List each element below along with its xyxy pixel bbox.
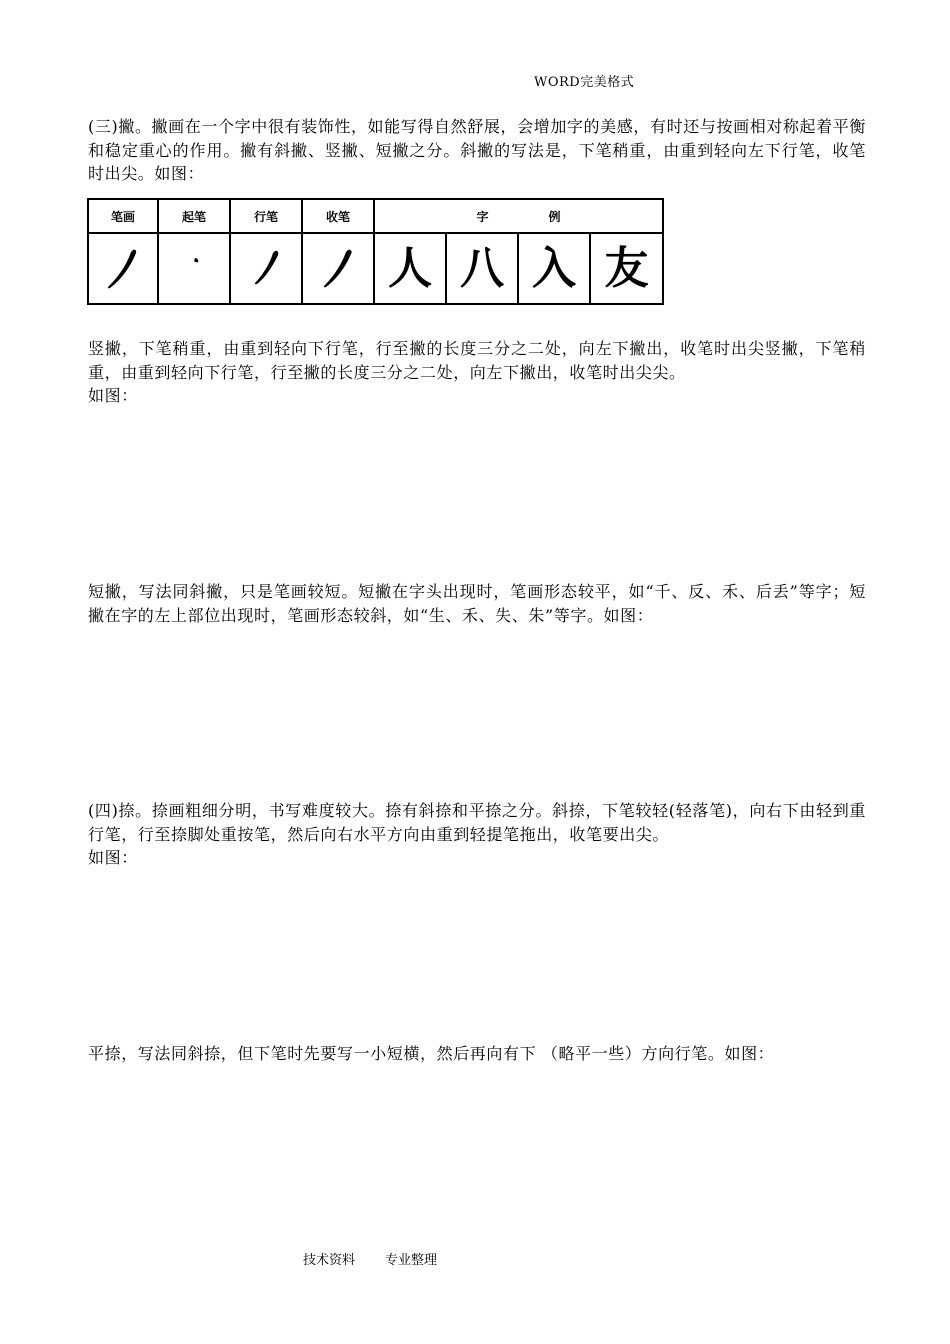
finish-stroke-icon <box>318 246 358 292</box>
stroke-table-header-row <box>88 199 663 233</box>
footer-right: 专业整理 <box>385 1253 438 1268</box>
move-stroke-icon <box>246 246 286 292</box>
page-header: WORD完美格式 <box>534 75 635 90</box>
example-char-2: 八 <box>446 233 518 304</box>
section-shupie <box>88 337 866 408</box>
page-footer <box>303 1249 437 1268</box>
example-char-3: 入 <box>518 233 590 304</box>
example-char-1: 人 <box>374 233 446 304</box>
footer-left: 技术资料 <box>303 1253 356 1268</box>
header-start: 起笔 <box>158 199 230 233</box>
header-finish: 收笔 <box>302 199 374 233</box>
header-move: 行笔 <box>230 199 302 233</box>
section-pingna <box>88 1042 866 1066</box>
pie-stroke-icon <box>103 246 143 292</box>
stroke-table-body-row <box>88 233 663 304</box>
shupie-figure-label: 如图： <box>88 386 138 405</box>
section-pie-intro <box>88 115 866 186</box>
na-intro-text: (四)捺。捺画粗细分明，书写难度较大。捺有斜捺和平捺之分。斜捺，下笔较轻(轻落笔)，向右下由轻到重行笔，行至捺脚处重按笔，然后向右水平方向由重到轻提笔拖出，收笔要出尖。 <box>88 801 866 844</box>
header-examples: 字例 <box>374 199 663 233</box>
section-na-intro <box>88 799 866 870</box>
cell-move <box>230 233 302 304</box>
start-dot-icon <box>174 246 214 292</box>
stroke-table <box>87 198 664 305</box>
pie-intro-text: (三)撇。撇画在一个字中很有装饰性，如能写得自然舒展，会增加字的美感，有时还与按画相对称起着平衡和稳定重心的作用。撇有斜撇、竖撇、短撇之分。斜撇的写法是，下笔稍重，由重到轻向左下行笔，收笔时出尖。如图： <box>88 117 866 183</box>
na-figure-label: 如图： <box>88 848 138 867</box>
section-duanpie <box>88 580 866 627</box>
pingna-text: 平捺，写法同斜捺，但下笔时先要写一小短横，然后再向有下 （略平一些）方向行笔。如图： <box>88 1044 775 1063</box>
duanpie-text: 短撇，写法同斜撇，只是笔画较短。短撇在字头出现时，笔画形态较平，如“千、反、禾、后丢”等字；短撇在字的左上部位出现时，笔画形态较斜，如“生、禾、失、朱”等字。如图： <box>88 582 866 625</box>
cell-finish <box>302 233 374 304</box>
shupie-text: 竖撇，下笔稍重，由重到轻向下行笔，行至撇的长度三分之二处，向左下撇出，收笔时出尖竖撇，下笔稍重，由重到轻向下行笔，行至撇的长度三分之二处，向左下撇出，收笔时出尖尖。 <box>88 339 866 382</box>
example-char-4: 友 <box>590 233 663 304</box>
cell-stroke <box>88 233 158 304</box>
cell-start <box>158 233 230 304</box>
header-stroke: 笔画 <box>88 199 158 233</box>
